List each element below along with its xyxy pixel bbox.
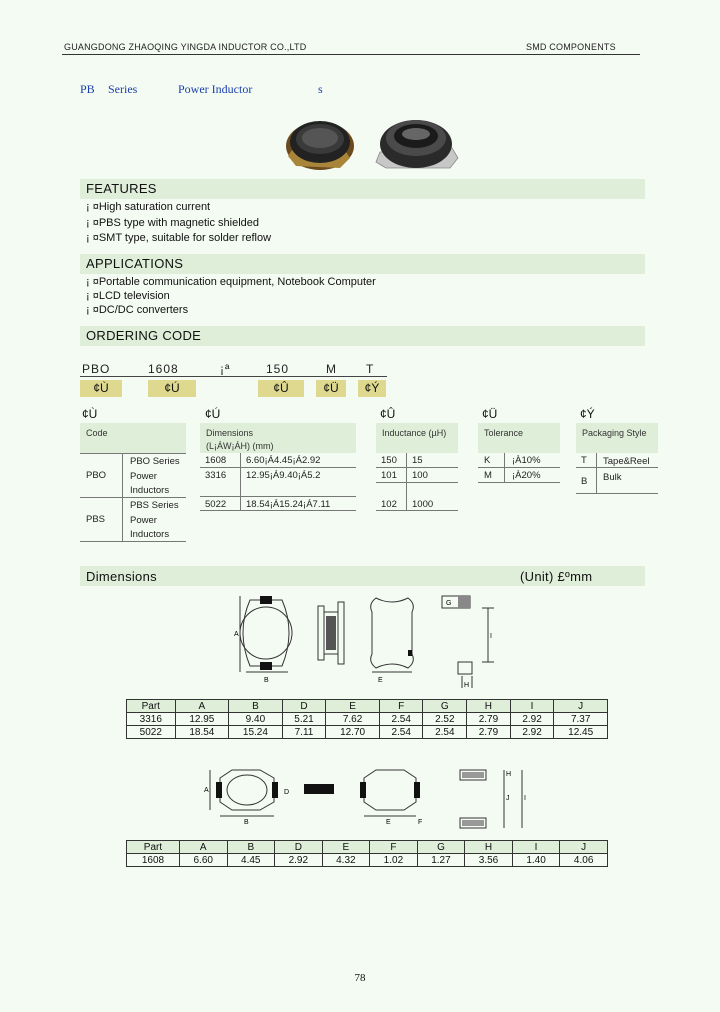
- category-ind-marker: ¢Û: [380, 407, 396, 421]
- code-pbo: PBO: [86, 470, 107, 481]
- label-b: B: [264, 677, 269, 684]
- title-suffix: s: [318, 82, 323, 96]
- tol-value: ¡À10%: [512, 455, 541, 466]
- ind-value: 1000: [412, 499, 434, 510]
- label-b: B: [244, 819, 249, 826]
- pbs-inductor-photo: [376, 120, 458, 168]
- code-pbs-desc: Power: [130, 515, 157, 526]
- label-f: F: [418, 819, 423, 826]
- dim-code: 5022: [205, 499, 227, 510]
- outline-drawing-small: [204, 764, 530, 830]
- table-header-row: Part A B D E F G H I J: [127, 700, 608, 713]
- label-e: E: [378, 677, 383, 684]
- code-pbs: PBS: [86, 514, 106, 525]
- category-pack-marker: ¢Ý: [580, 407, 595, 421]
- feature-item: ¡ ¤High saturation current: [86, 201, 211, 213]
- code-part-tolerance: M: [326, 362, 337, 376]
- code-pbo-desc: PBO Series: [130, 456, 180, 467]
- code-chip-3: ¢Û: [258, 380, 304, 397]
- code-chip-5: ¢Ý: [358, 380, 386, 397]
- ordering-band: [80, 326, 645, 346]
- code-part-inductance: 150: [266, 362, 290, 376]
- application-item: ¡ ¤LCD television: [86, 290, 170, 302]
- header-category: SMD COMPONENTS: [526, 42, 616, 52]
- tol-code: K: [484, 455, 491, 466]
- pack-code: B: [581, 476, 588, 487]
- product-photo: [280, 112, 470, 174]
- code-pbs-desc: PBS Series: [130, 500, 179, 511]
- table-row: 3316 12.95 9.40 5.21 7.62 2.54 2.52 2.79 2.92 7.37: [127, 713, 608, 726]
- label-h: H: [464, 682, 470, 689]
- tol-code: M: [484, 470, 492, 481]
- title-series-word: Series: [108, 82, 138, 96]
- label-j: J: [506, 795, 510, 802]
- category-tol-marker: ¢Ü: [482, 407, 498, 421]
- code-pbo-desc: Inductors: [130, 485, 170, 496]
- code-part-series: PBO: [82, 362, 111, 376]
- ind-code: 101: [381, 470, 397, 481]
- applications-heading: APPLICATIONS: [86, 256, 184, 271]
- code-part-dash: ¡ª: [220, 362, 231, 376]
- ind-value: 100: [412, 470, 428, 481]
- code-pbs-desc: Inductors: [130, 529, 170, 540]
- pbo-inductor-photo: [286, 121, 354, 170]
- col-header-inductance: Inductance (µH): [376, 423, 458, 453]
- dim-value: 12.95¡Á9.40¡Á5.2: [246, 470, 321, 481]
- pack-code: T: [581, 455, 587, 466]
- col-header-dimensions: Dimensions (L¡ÁW¡ÁH) (mm): [200, 423, 356, 453]
- feature-item: ¡ ¤PBS type with magnetic shielded: [86, 217, 260, 229]
- code-rule: [80, 376, 387, 377]
- category-dim-marker: ¢Ú: [205, 407, 221, 421]
- ind-code: 102: [381, 499, 397, 510]
- label-a: A: [234, 631, 239, 638]
- category-code-marker: ¢Ù: [82, 407, 98, 421]
- company-name: GUANGDONG ZHAOQING YINGDA INDUCTOR CO.,LTD: [64, 42, 307, 52]
- dim-value: 18.54¡Á15.24¡Á7.11: [246, 499, 331, 510]
- applications-band: [80, 254, 645, 274]
- ind-code: 150: [381, 455, 397, 466]
- dimensions-band: [80, 566, 645, 586]
- pack-value: Bulk: [603, 472, 622, 483]
- label-g: G: [446, 600, 452, 607]
- header-rule: [62, 54, 640, 55]
- label-a: A: [204, 787, 209, 794]
- dimensions-table-small: [126, 840, 608, 867]
- dim-code: 1608: [205, 455, 227, 466]
- tol-value: ¡À20%: [512, 470, 541, 481]
- table-row: 5022 18.54 15.24 7.11 12.70 2.54 2.54 2.79 2.92 12.45: [127, 726, 608, 739]
- label-i: I: [490, 633, 492, 640]
- col-header-packaging: Packaging Style: [576, 423, 658, 453]
- ind-value: 15: [412, 455, 423, 466]
- label-i: I: [524, 795, 526, 802]
- label-e: E: [386, 819, 391, 826]
- features-band: [80, 179, 645, 199]
- label-d: D: [284, 789, 290, 796]
- dimensions-unit: (Unit) £ºmm: [520, 569, 593, 584]
- page-number: 78: [354, 972, 366, 984]
- title-product: Power Inductor: [178, 82, 253, 96]
- col-header-tolerance: Tolerance: [478, 423, 560, 453]
- code-chip-4: ¢Ü: [316, 380, 346, 397]
- dim-value: 6.60¡Á4.45¡Á2.92: [246, 455, 321, 466]
- table-header-row: Part A B D E F G H I J: [127, 841, 608, 854]
- code-chip-1: ¢Ù: [80, 380, 122, 397]
- dimensions-table-large: [126, 699, 608, 739]
- dim-code: 3316: [205, 470, 227, 481]
- code-pbo-desc: Power: [130, 471, 157, 482]
- ordering-heading: ORDERING CODE: [86, 328, 202, 343]
- label-h: H: [506, 771, 512, 778]
- table-row: 1608 6.60 4.45 2.92 4.32 1.02 1.27 3.56 1.40 4.06: [127, 854, 608, 867]
- col-header-code: Code: [80, 423, 186, 453]
- dimensions-heading: Dimensions: [86, 569, 157, 584]
- code-chip-2: ¢Ú: [148, 380, 196, 397]
- outline-drawing-large: [232, 592, 512, 692]
- application-item: ¡ ¤DC/DC converters: [86, 304, 189, 316]
- code-part-size: 1608: [148, 362, 179, 376]
- feature-item: ¡ ¤SMT type, suitable for solder reflow: [86, 232, 272, 244]
- pack-value: Tape&Reel: [603, 456, 650, 467]
- features-heading: FEATURES: [86, 181, 157, 196]
- title-series: PB: [80, 82, 95, 96]
- code-part-packaging: T: [366, 362, 375, 376]
- application-item: ¡ ¤Portable communication equipment, Notebook Computer: [86, 276, 376, 288]
